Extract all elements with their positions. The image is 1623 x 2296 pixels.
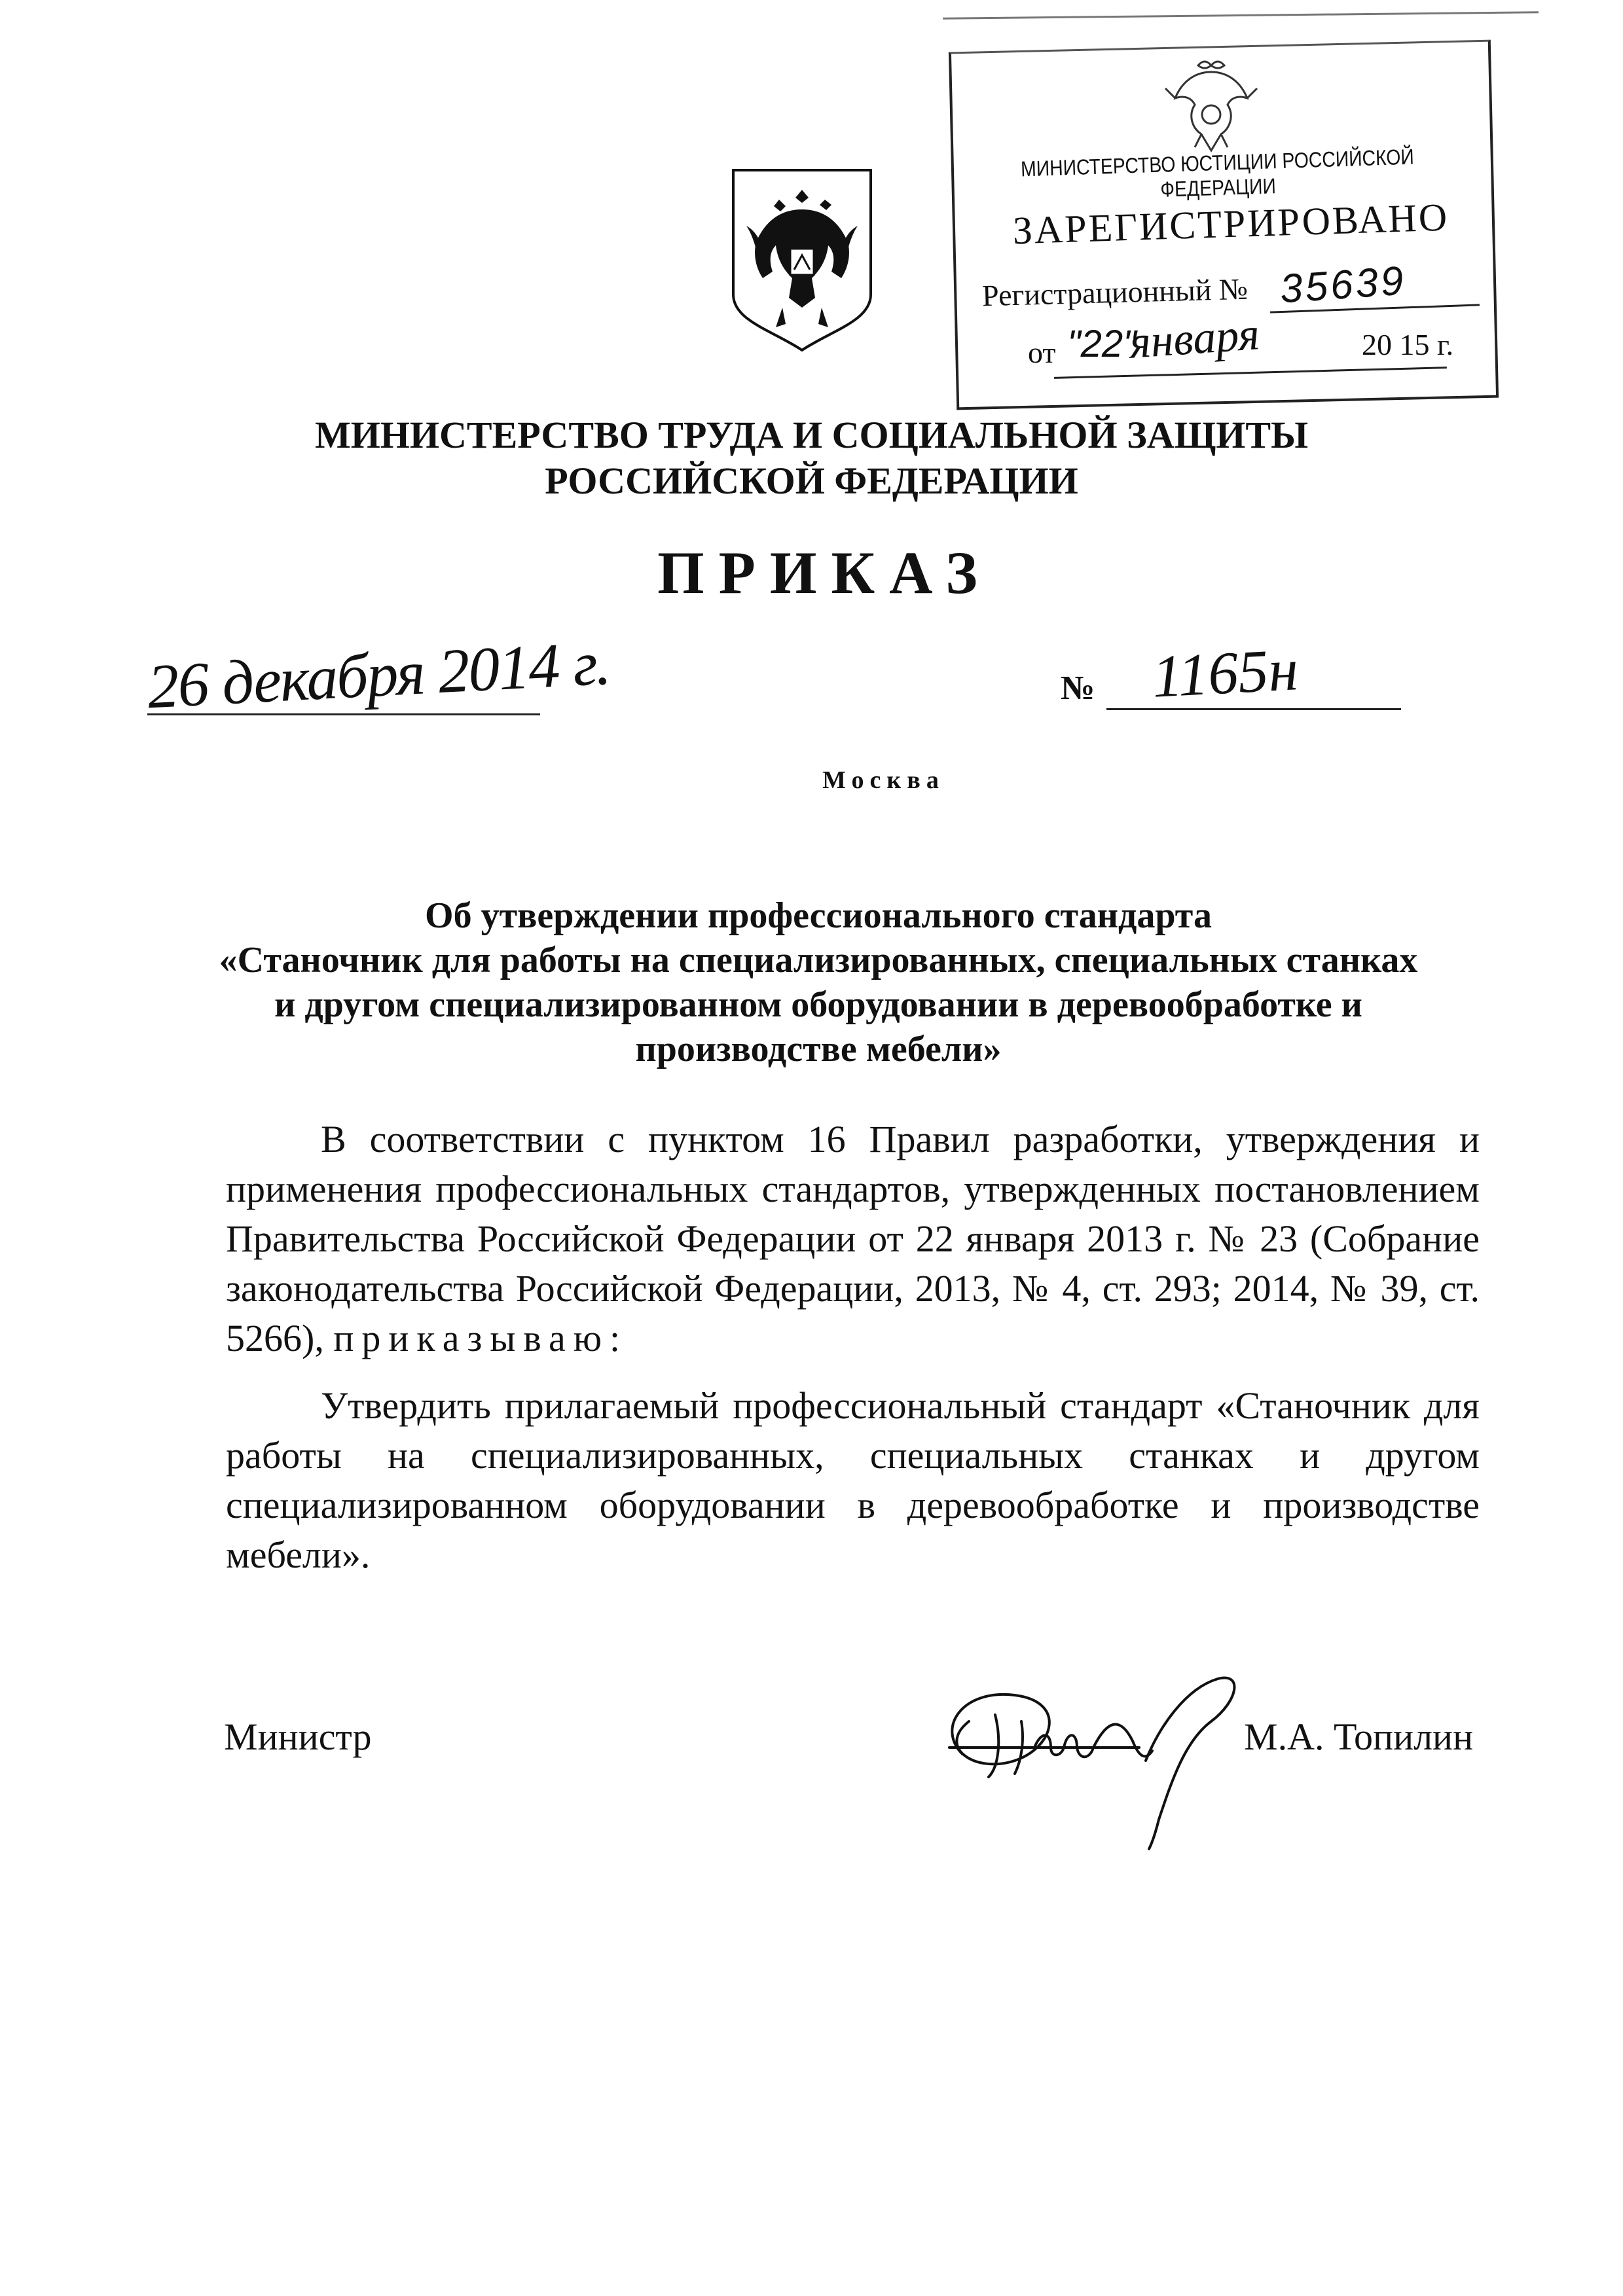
issuing-ministry: [0, 412, 1623, 504]
stamp-date-day: "22": [1067, 323, 1137, 365]
subject-line-1: Об утверждении профессионального стандарта: [425, 895, 1212, 936]
signatory-position: Министр: [224, 1715, 372, 1758]
body-paragraph-2: [226, 1381, 1480, 1580]
stamp-status: ЗАРЕГИСТРИРОВАНО: [1012, 195, 1450, 253]
stamp-date-year: 20 15 г.: [1362, 328, 1454, 361]
subject-line-4: производстве мебели»: [635, 1029, 1002, 1069]
subject-line-3: и другом специализированном оборудовании в деревообработке и: [274, 984, 1362, 1025]
city: Москва: [822, 766, 945, 794]
order-number-underline: [1106, 708, 1401, 710]
coat-of-arms-icon: [727, 164, 877, 353]
paragraph-1-text: В соответствии с пунктом 16 Правил разработки, утверждения и применения профессиональных стандартов, утвержденных постановлением Правительства Российской Федерации от 22 января 2013 г. № 23 (Собрание законодательства Российской Федерации, 2013, № 4, ст. 293; 2014, № 39, ст. 5266),: [226, 1118, 1480, 1359]
order-date-underline: [147, 713, 540, 715]
order-title: ПРИКАЗ: [657, 539, 992, 606]
handwritten-signature: [923, 1649, 1264, 1852]
paragraph-2-text: Утвердить прилагаемый профессиональный стандарт «Станочник для работы на специализированных, специальных станках и другом специализированном оборудовании в деревообработке и производстве мебели».: [226, 1384, 1480, 1576]
stamp-registration-label: Регистрационный №: [981, 272, 1249, 313]
stamp-ministry-name: МИНИСТЕРСТВО ЮСТИЦИИ РОССИЙСКОЙ ФЕДЕРАЦИИ: [1020, 144, 1415, 202]
order-number-label: №: [1061, 670, 1095, 707]
stamp-date-prefix: от: [1028, 336, 1056, 369]
order-date: 26 декабря 2014 г.: [145, 627, 612, 722]
stamp-top-line: [943, 11, 1539, 20]
stamp-eagle-icon: [1156, 52, 1267, 157]
stamp-date-month: января: [1127, 309, 1262, 368]
stamp-registration-number: 35639: [1278, 258, 1408, 312]
ministry-line-1: МИНИСТЕРСТВО ТРУДА И СОЦИАЛЬНОЙ ЗАЩИТЫ: [314, 414, 1309, 456]
subject-line-2: «Станочник для работы на специализированных, специальных станках: [219, 940, 1418, 980]
body-paragraph-1: [226, 1115, 1480, 1363]
signatory-name: М.А. Топилин: [1244, 1715, 1474, 1758]
order-verb: приказываю:: [333, 1317, 629, 1359]
ministry-line-2: РОССИЙСКОЙ ФЕДЕРАЦИИ: [545, 459, 1078, 502]
document-subject: [203, 893, 1434, 1071]
order-number: 1165н: [1150, 636, 1300, 710]
